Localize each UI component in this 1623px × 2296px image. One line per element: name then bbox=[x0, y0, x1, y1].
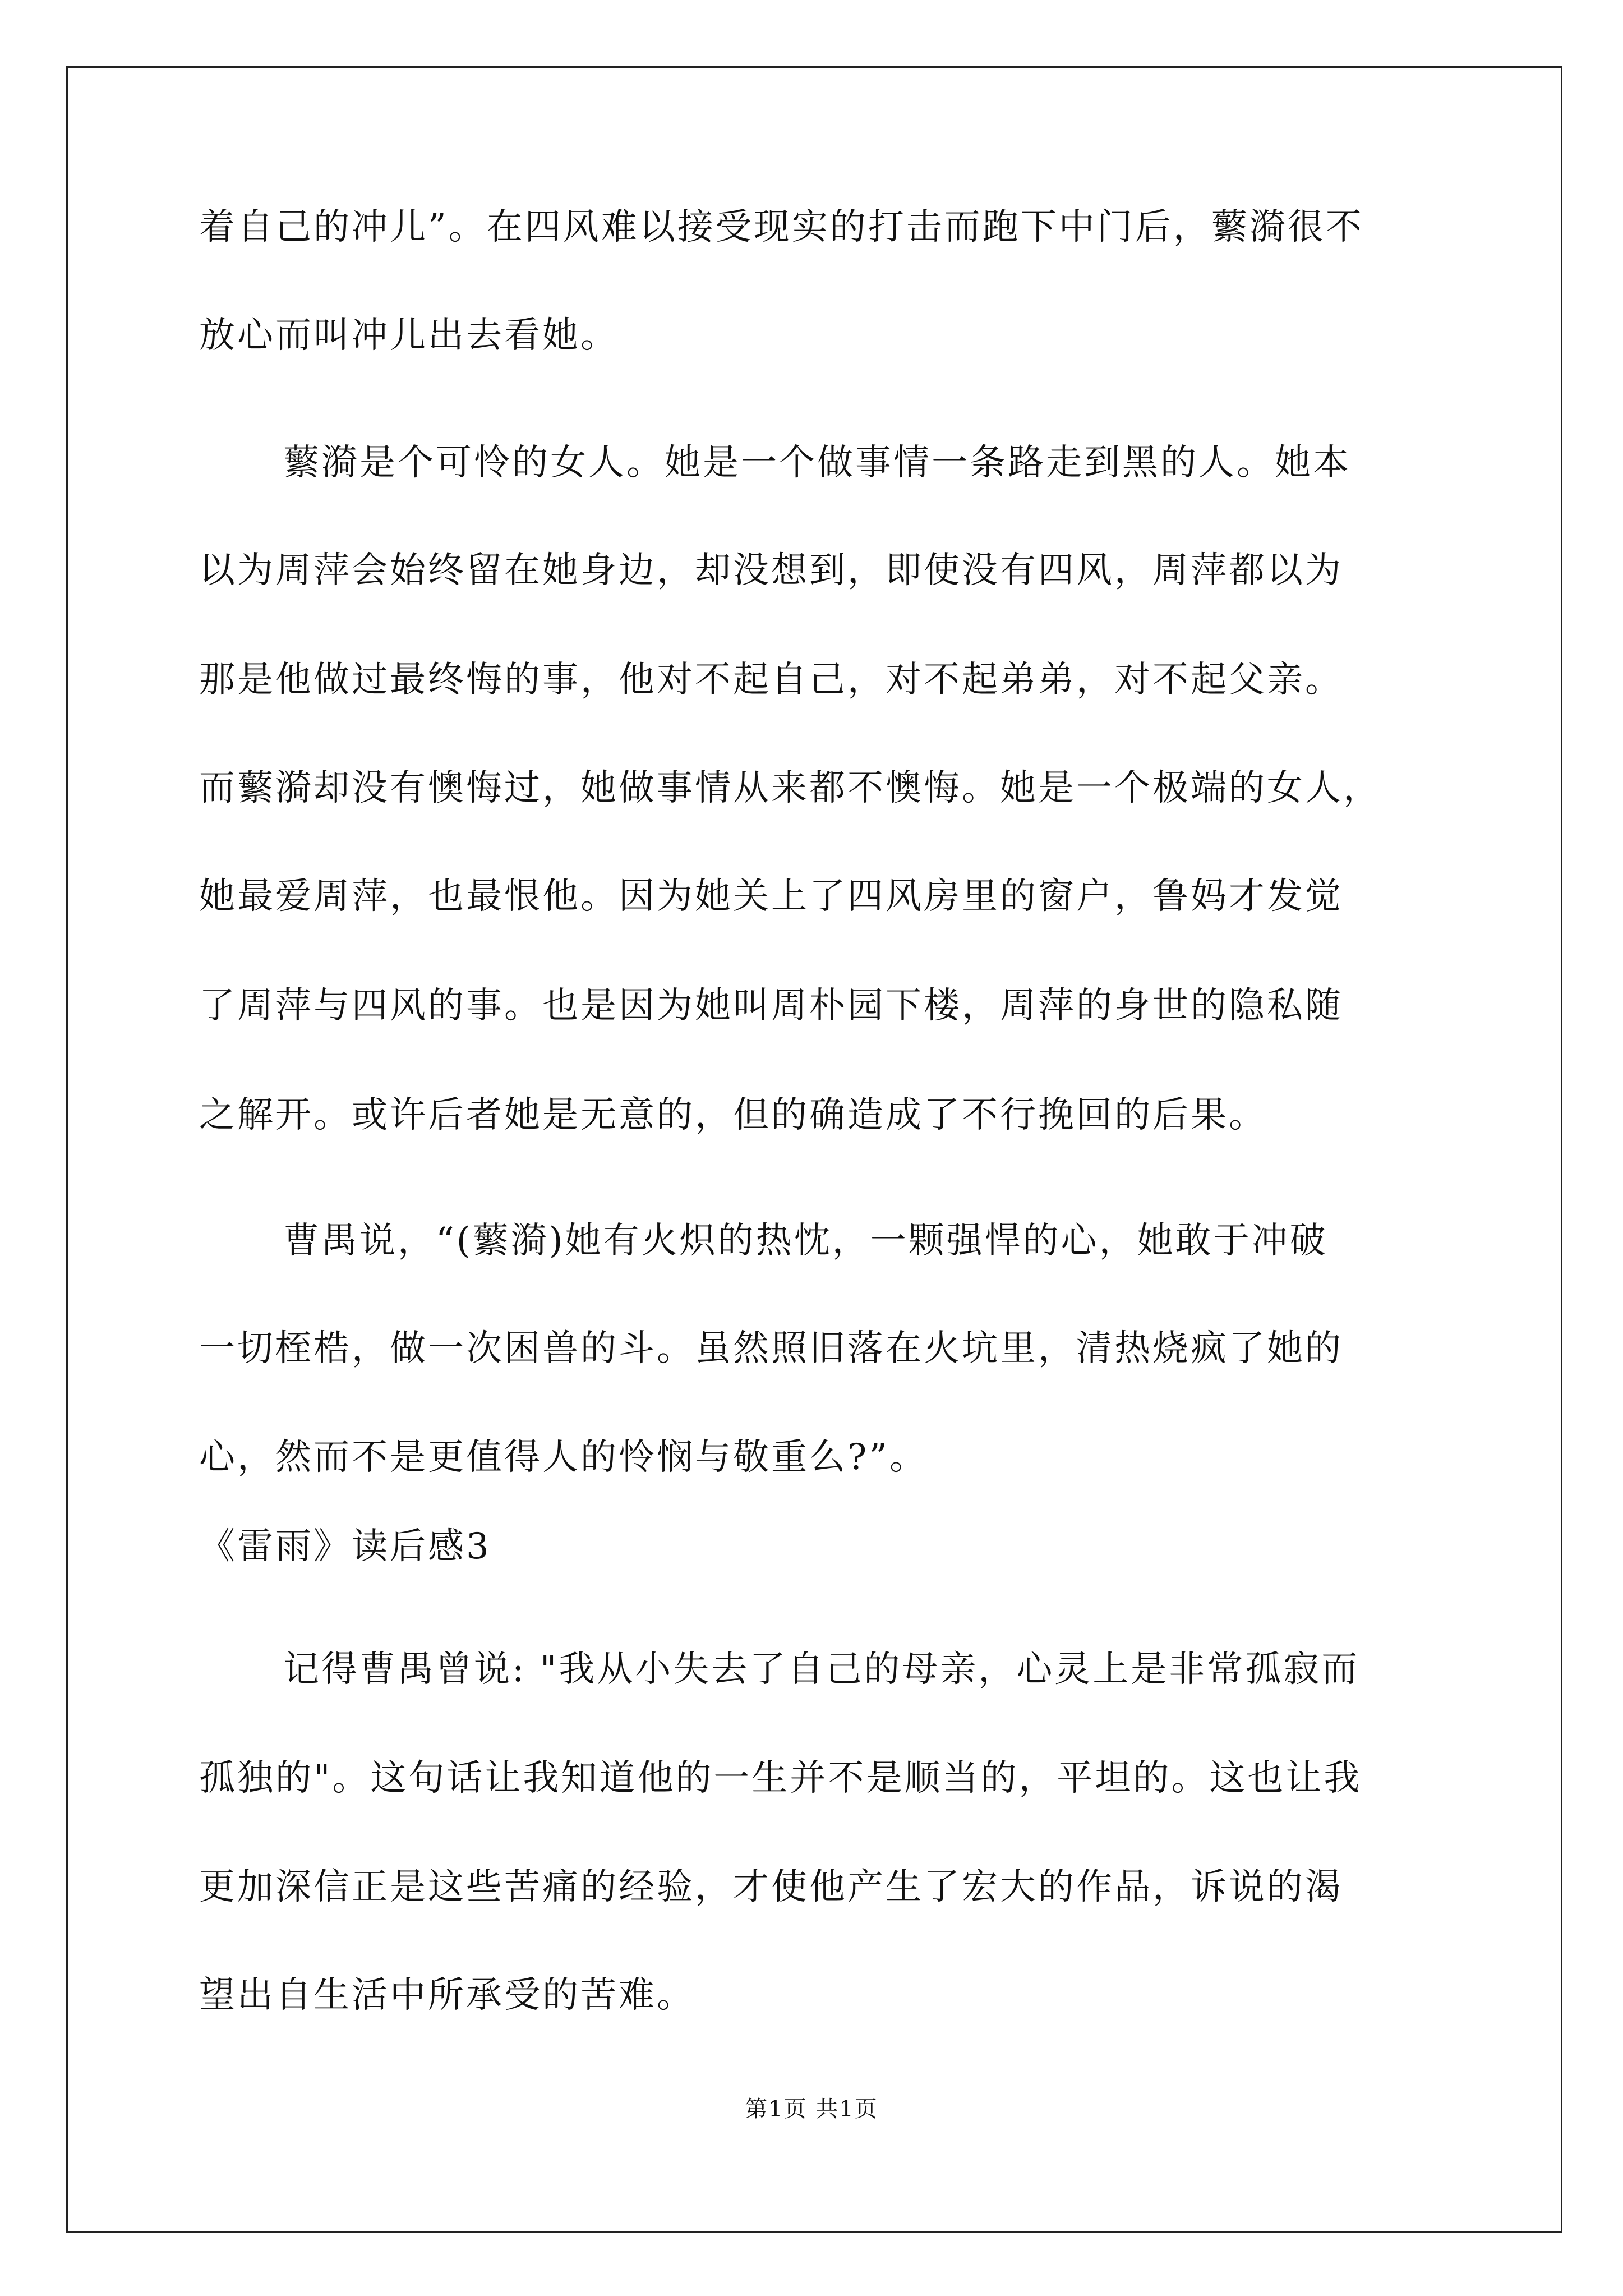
text-line: 望出自生活中所承受的苦难。 bbox=[199, 1975, 695, 2016]
text-line: 以为周萍会始终留在她身边，却没想到，即使没有四风，周萍都以为 bbox=[199, 550, 1343, 591]
text-line: 一切桎梏，做一次困兽的斗。虽然照旧落在火坑里，清热烧疯了她的 bbox=[199, 1328, 1343, 1369]
text-line: 而蘩漪却没有懊悔过，她做事情从来都不懊悔。她是一个极端的女人， bbox=[199, 767, 1381, 809]
text-line: 了周萍与四风的事。也是因为她叫周朴园下楼，周萍的身世的隐私随 bbox=[199, 985, 1343, 1027]
text-line: 那是他做过最终悔的事，他对不起自己，对不起弟弟，对不起父亲。 bbox=[199, 659, 1343, 701]
text-line: 之解开。或许后者她是无意的，但的确造成了不行挽回的后果。 bbox=[199, 1094, 1267, 1136]
page-footer: 第1页 共1页 bbox=[745, 2096, 878, 2122]
text-line: 心，然而不是更值得人的怜悯与敬重么?”。 bbox=[199, 1437, 928, 1478]
text-line: 她最爱周萍，也最恨他。因为她关上了四风房里的窗户，鲁妈才发觉 bbox=[199, 876, 1343, 917]
text-line: 蘩漪是个可怜的女人。她是一个做事情一条路走到黑的人。她本 bbox=[283, 442, 1351, 484]
text-line: 着自己的冲儿”。在四风难以接受现实的打击而跑下中门后，蘩漪很不 bbox=[199, 206, 1364, 248]
section-heading: 《雷雨》读后感3 bbox=[199, 1526, 491, 1567]
text-line: 记得曹禺曾说: "我从小失去了自己的母亲，心灵上是非常孤寂而 bbox=[283, 1649, 1360, 1690]
text-line: 曹禺说，“(蘩漪)她有火炽的热忱，一颗强悍的心，她敢于冲破 bbox=[283, 1220, 1328, 1262]
text-line: 孤独的"。这句话让我知道他的一生并不是顺当的，平坦的。这也让我 bbox=[199, 1757, 1362, 1799]
text-line: 更加深信正是这些苦痛的经验，才使他产生了宏大的作品，诉说的渴 bbox=[199, 1866, 1343, 1908]
text-line: 放心而叫冲儿出去看她。 bbox=[199, 315, 619, 356]
